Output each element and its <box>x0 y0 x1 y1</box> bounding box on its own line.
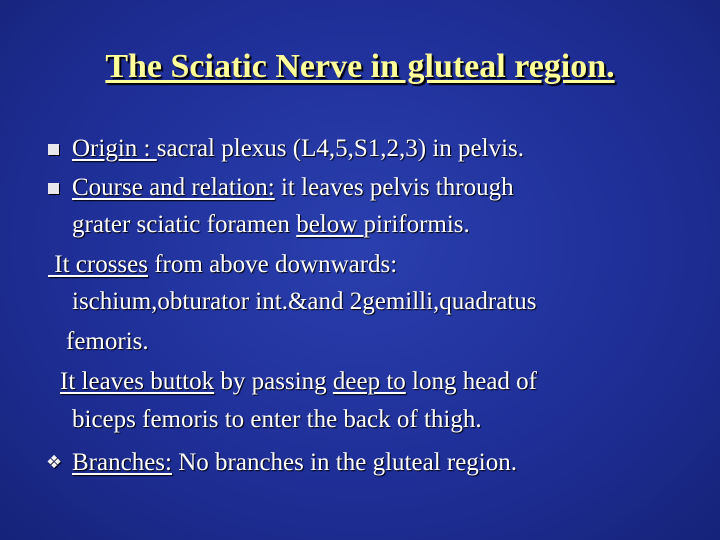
crosses-list-text: ischium,obturator int.&and 2gemilli,quadratus <box>72 288 537 315</box>
crosses-item <box>48 250 397 280</box>
course-below: below <box>296 211 364 238</box>
course-text: it leaves pelvis through <box>274 174 514 201</box>
branches-item <box>72 448 517 478</box>
origin-label: Origin : <box>72 135 157 162</box>
branches-text: No branches in the gluteal region. <box>171 449 518 476</box>
crosses-text: from above downwards: <box>147 251 398 278</box>
diamond-bullet-icon: ❖ <box>46 452 63 473</box>
course-label: Course and relation: <box>72 174 275 201</box>
origin-item <box>72 134 524 164</box>
slide-title <box>0 48 720 86</box>
slide-title-text: The Sciatic Nerve in gluteal region. <box>105 48 615 85</box>
course-cont-b: piriformis. <box>363 211 470 238</box>
crosses-end <box>66 327 149 357</box>
square-bullet-icon <box>48 183 59 194</box>
crosses-end-text: femoris. <box>66 328 149 355</box>
crosses-label: It crosses <box>48 251 148 278</box>
course-continuation <box>72 210 470 240</box>
course-item <box>72 173 514 203</box>
leaves-deep: deep to <box>332 368 406 395</box>
leaves-label: It leaves buttok <box>60 368 215 395</box>
leaves-mid: by passing <box>214 368 333 395</box>
leaves-item <box>60 367 537 397</box>
leaves-continuation <box>72 405 482 435</box>
square-bullet-icon <box>48 144 59 155</box>
leaves-cont-text: biceps femoris to enter the back of thigh. <box>72 406 482 433</box>
leaves-text: long head of <box>405 368 537 395</box>
crosses-list <box>72 287 537 317</box>
course-cont-a: grater sciatic foramen <box>72 211 297 238</box>
branches-label: Branches: <box>72 449 172 476</box>
origin-text: sacral plexus (L4,5,S1,2,3) in pelvis. <box>156 135 525 162</box>
